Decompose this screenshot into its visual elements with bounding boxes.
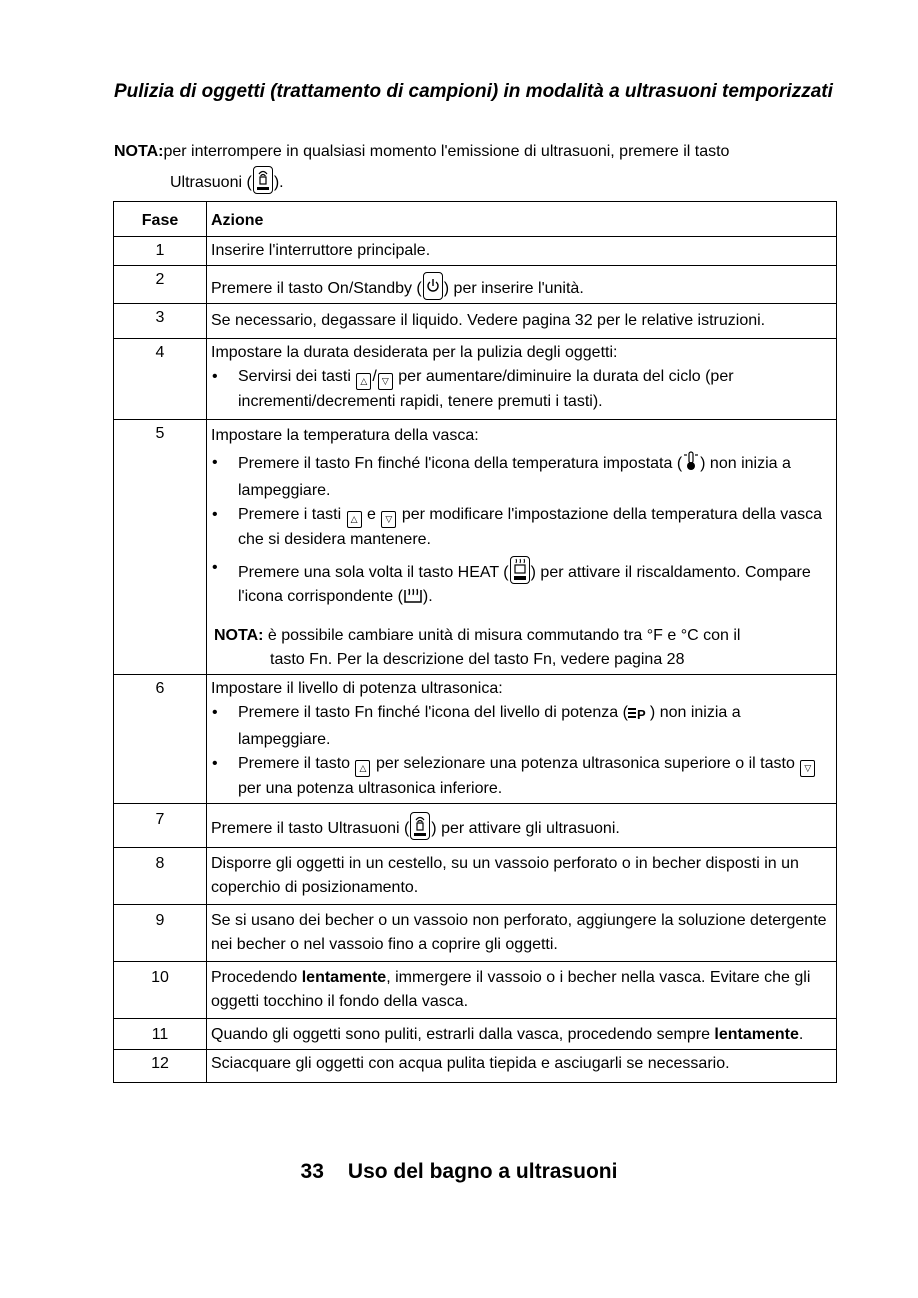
step-note-label: NOTA:: [214, 627, 264, 644]
step-action: Se necessario, degassare il liquido. Vedere pagina 32 per le relative istruzioni.: [207, 304, 837, 339]
step-note-line2: tasto Fn. Per la descrizione del tasto Fn, vedere pagina 28: [270, 651, 685, 668]
step-number: 4: [114, 339, 207, 420]
step-number: 11: [114, 1019, 207, 1050]
step-action: Disporre gli oggetti in un cestello, su un vassoio perforato o in becher disposti in un coperchio di posizionamento.: [207, 848, 837, 905]
section-title: Pulizia di oggetti (trattamento di campioni) in modalità a ultrasuoni temporizzati: [114, 81, 833, 102]
step-number: 5: [114, 420, 207, 675]
ultrasound-button-icon: [410, 812, 430, 840]
table-row: [114, 266, 837, 304]
table-row: [114, 1050, 837, 1083]
step-action: Premere il tasto On/Standby ( ) per inserire l'unità.: [207, 266, 837, 304]
table-row: [114, 420, 837, 675]
up-arrow-key-icon: △: [356, 373, 371, 390]
step-number: 9: [114, 905, 207, 962]
top-note-text: per interrompere in qualsiasi momento l'emissione di ultrasuoni, premere il tasto: [163, 143, 730, 160]
table-row: [114, 804, 837, 848]
step-action: Premere il tasto Ultrasuoni ( ) per attivare gli ultrasuoni.: [207, 804, 837, 848]
step-action: Procedendo lentamente, immergere il vassoio o i becher nella vasca. Evitare che gli oggetti tocchino il fondo della vasca.: [207, 962, 837, 1019]
top-note: [114, 137, 836, 197]
step-intro: Impostare la durata desiderata per la pulizia degli oggetti:: [211, 344, 618, 361]
up-arrow-key-icon: △: [355, 760, 370, 777]
power-button-icon: [423, 272, 443, 300]
step-number: 10: [114, 962, 207, 1019]
step-number: 12: [114, 1050, 207, 1083]
top-note-line2: Ultrasuoni ( ).: [114, 166, 836, 197]
step-number: 3: [114, 304, 207, 339]
step-number: 2: [114, 266, 207, 304]
step-number: 7: [114, 804, 207, 848]
step-action: Se si usano dei becher o un vassoio non perforato, aggiungere la soluzione detergente nei becher o nel vassoio fino a coprire gli oggetti.: [207, 905, 837, 962]
step-bullet: • Premere il tasto Fn finché l'icona della temperatura impostata ( ) non inizia a lampeggiare.: [211, 451, 832, 503]
ultrasound-button-icon: [253, 166, 273, 194]
table-row: [114, 304, 837, 339]
step-bullet: • Premere una sola volta il tasto HEAT ( ) per attivare il riscaldamento. Compare l'icona corrispondente ( ).: [211, 556, 832, 612]
table-row: [114, 848, 837, 905]
step-number: 8: [114, 848, 207, 905]
step-bullet: • Premere il tasto Fn finché l'icona del livello di potenza ( P ) non inizia a lampeggiare.: [211, 701, 832, 752]
step-bullet: • Premere il tasto △ per selezionare una potenza ultrasonica superiore o il tasto ▽ per una potenza ultrasonica inferiore.: [211, 752, 832, 801]
table-row: [114, 962, 837, 1019]
power-level-icon: [628, 704, 650, 728]
header-azione: Azione: [207, 202, 837, 237]
top-note-label: NOTA:: [114, 143, 164, 160]
step-action: [207, 420, 837, 675]
down-arrow-key-icon: ▽: [381, 511, 396, 528]
page-footer: [0, 1160, 918, 1184]
table-row: [114, 905, 837, 962]
step-bullet: • Servirsi dei tasti △ / ▽ per aumentare/diminuire la durata del ciclo (per incrementi/decrementi rapidi, tenere premuti i tasti).: [211, 365, 832, 414]
table-row: [114, 339, 837, 420]
step-bullet: • Premere i tasti △ e ▽ per modificare l'impostazione della temperatura della vasca che si desidera mantenere.: [211, 503, 832, 552]
steps-table: [113, 201, 837, 1083]
step-action: Inserire l'interruttore principale.: [207, 237, 837, 266]
table-row: [114, 675, 837, 804]
set-temperature-icon: [682, 451, 700, 479]
table-row: [114, 1019, 837, 1050]
table-header-row: [114, 202, 837, 237]
table-row: [114, 237, 837, 266]
down-arrow-key-icon: ▽: [800, 760, 815, 777]
step-note: NOTA: è possibile cambiare unità di misura commutando tra °F e °C con il tasto Fn. Per la descrizione del tasto Fn, vedere pagina 28: [211, 624, 832, 672]
svg-text:P: P: [636, 707, 646, 720]
step-intro: Impostare il livello di potenza ultrasonica:: [211, 680, 503, 697]
step-action: [207, 339, 837, 420]
step-action: Sciacquare gli oggetti con acqua pulita tiepida e asciugarli se necessario.: [207, 1050, 837, 1083]
heat-button-icon: [510, 556, 530, 584]
up-arrow-key-icon: △: [347, 511, 362, 528]
step-number: 1: [114, 237, 207, 266]
chapter-title: Uso del bagno a ultrasuoni: [347, 1160, 618, 1183]
down-arrow-key-icon: ▽: [378, 373, 393, 390]
heating-indicator-icon: [403, 586, 423, 612]
step-action: Quando gli oggetti sono puliti, estrarli dalla vasca, procedendo sempre lentamente.: [207, 1019, 837, 1050]
page-number: 33: [300, 1160, 324, 1183]
step-action: [207, 675, 837, 804]
step-intro: Impostare la temperatura della vasca:: [211, 427, 479, 444]
header-fase: Fase: [114, 202, 207, 237]
step-number: 6: [114, 675, 207, 804]
